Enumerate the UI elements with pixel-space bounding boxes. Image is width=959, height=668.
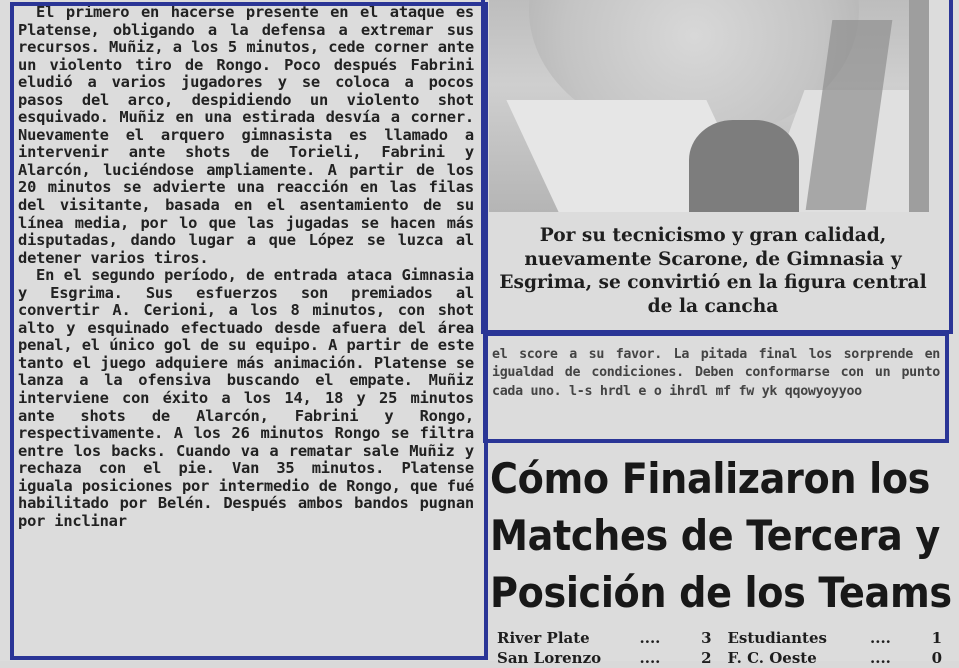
photo-caption: Por su tecnicismo y gran calidad, nuevamente Scarone, de Gimnasia y Esgrima, se convirtió en la figura central de la cancha [499, 225, 927, 317]
results-table [497, 628, 942, 668]
result-left [497, 628, 712, 648]
result-right [728, 648, 943, 668]
results-row [497, 648, 942, 668]
team-score: 2 [701, 649, 712, 667]
team-name: F. C. Oeste [727, 649, 817, 667]
headline-line: Cómo Finalizaron los [490, 454, 931, 503]
team-score: 1 [931, 629, 942, 647]
headline-line: Matches de Tercera y [490, 511, 940, 560]
continuation-text: el score a su favor. La pitada final los sorprende en igualdad de condiciones. Deben conformarse con un punto cada uno. l-s hrdl e o ihrdl mf fw yk qqowyoyyoo [492, 347, 940, 399]
results-row [497, 628, 942, 648]
result-right [728, 628, 943, 648]
leader-dots: .... [639, 649, 661, 667]
article-frame [10, 2, 488, 660]
team-name: Estudiantes [727, 629, 827, 647]
team-score: 0 [931, 649, 942, 667]
team-name: River Plate [497, 629, 590, 647]
team-name: San Lorenzo [497, 649, 602, 667]
team-score: 3 [701, 629, 712, 647]
headline-line: Posición de los Teams [490, 568, 952, 617]
leader-dots: .... [870, 649, 891, 667]
leader-dots: .... [870, 629, 891, 647]
continuation-frame [483, 332, 949, 443]
result-left [497, 648, 712, 668]
article-paragraph: El primero en hacerse presente en el ataque es Platense, obligando a la defensa a extremar sus recursos. Muñiz, a los 5 minutos, cede corner ante un violento tiro de Rongo. Poco después Fabrini eludió a varios jugadores y se coloca a pocos pasos del arco, despidiendo un violento shot esquivado. Muñiz en una estirada desvía a corner. Nuevamente el arquero gimnasista es llamado a intervenir ante shots de Torieli, Fabrini y Alarcón, luciéndose ampliamente. A partir de los 20 minutos se advierte una reacción en las filas del visitante, basada en el asentamiento de su línea media, por lo que las jugadas se hacen más disputadas, dando lugar a que López se luzca al detener varios tiros. [18, 3, 474, 267]
photo-frame [481, 0, 953, 334]
leader-dots: .... [639, 629, 661, 647]
section-headline [490, 450, 952, 621]
article-paragraph: En el segundo período, de entrada ataca Gimnasia y Esgrima. Sus esfuerzos son premiados al convertir A. Cerioni, a los 8 minutos, con shot alto y esquinado efectuado desde afuera del área penal, el único gol de su equipo. A partir de este tanto el juego adquiere más animación. Platense se lanza a la ofensiva buscando el empate. Muñiz interviene con éxito a los 14, 18 y 25 minutos ante shots de Alarcón, Fabrini y Rongo, respectivamente. A los 26 minutos Rongo se filtra entre los backs. Cuando va a rematar sale Muñiz y rechaza con el pie. Van 35 minutos. Platense iguala posiciones por intermedio de Rongo, que fué habilitado por Belén. Después ambos bandos pugnan por inclinar [18, 266, 474, 530]
